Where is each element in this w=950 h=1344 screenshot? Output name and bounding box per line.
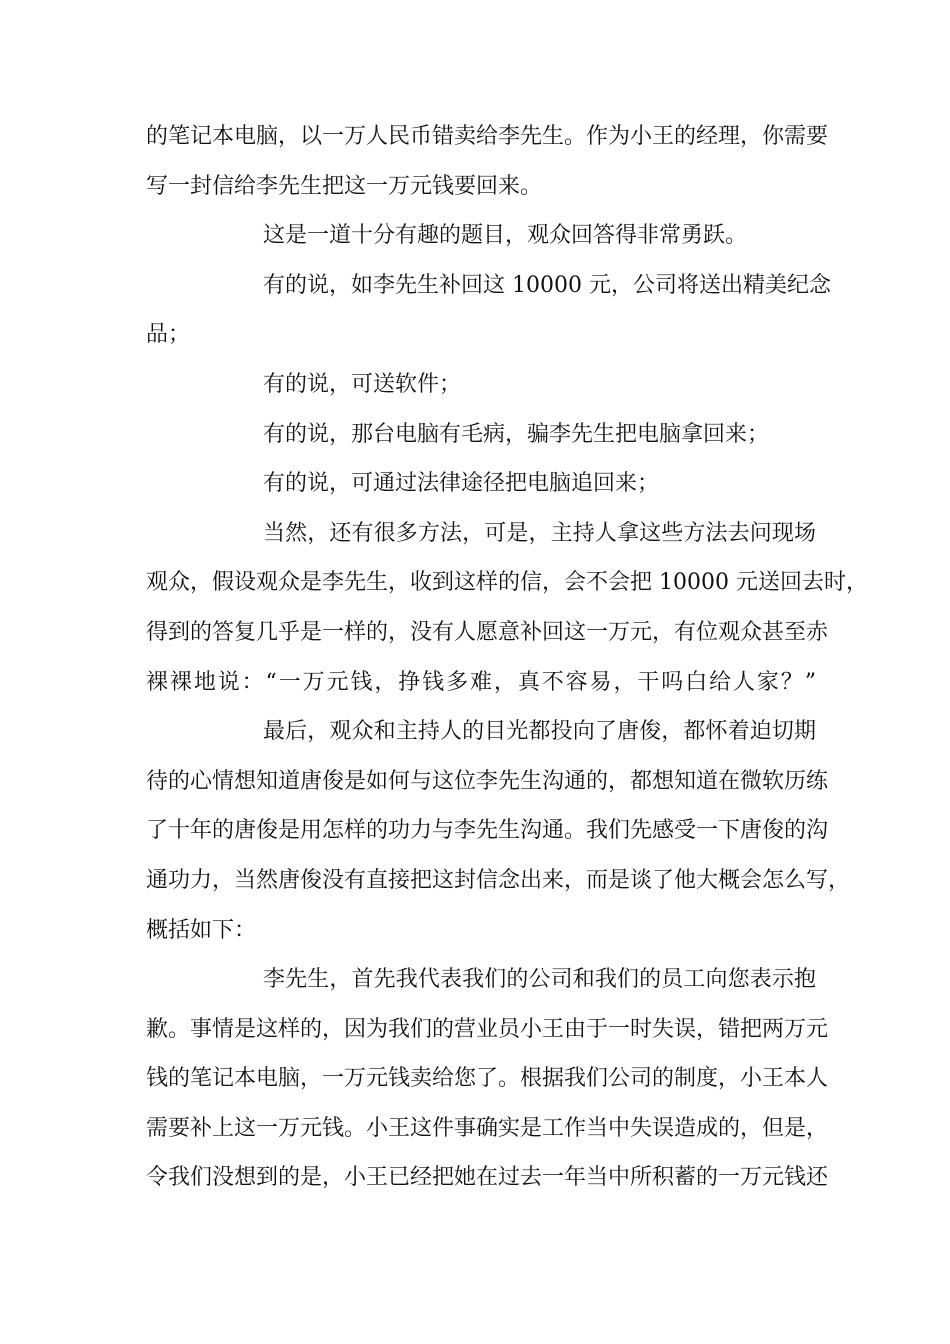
text-line: 最后，观众和主持人的目光都投向了唐俊，都怀着迫切期 bbox=[263, 719, 816, 745]
text-line: 令我们没想到的是，小王已经把她在过去一年当中所积蓄的一万元钱还 bbox=[146, 1165, 829, 1191]
paragraph bbox=[146, 410, 816, 460]
text-line: 有的说，可通过法律途径把电脑追回来； bbox=[263, 471, 660, 497]
text-line: 概括如下： bbox=[146, 917, 257, 943]
text-line: 通功力，当然唐俊没有直接把这封信念出来，而是谈了他大概会怎么写， bbox=[146, 867, 851, 893]
paragraph bbox=[146, 459, 816, 509]
paragraph bbox=[146, 112, 829, 211]
paragraph bbox=[146, 261, 831, 360]
text-line: 观众，假设观众是李先生，收到这样的信，会不会把 10000 元送回去时， bbox=[146, 570, 868, 596]
text-line: 待的心情想知道唐俊是如何与这位李先生沟通的，都想知道在微软历练 bbox=[146, 768, 829, 794]
text-line: 得到的答复几乎是一样的，没有人愿意补回这一万元，有位观众甚至赤 bbox=[146, 619, 829, 645]
document-body bbox=[146, 112, 868, 1203]
text-line: 歉。事情是这样的，因为我们的营业员小王由于一时失误，错把两万元 bbox=[146, 1016, 829, 1042]
text-line: 这是一道十分有趣的题目，观众回答得非常勇跃。 bbox=[263, 223, 748, 249]
paragraph bbox=[146, 360, 816, 410]
paragraph bbox=[146, 955, 829, 1203]
text-line: 了十年的唐俊是用怎样的功力与李先生沟通。我们先感受一下唐俊的沟 bbox=[146, 818, 829, 844]
text-line: 品； bbox=[146, 322, 191, 348]
text-line: 有的说，那台电脑有毛病，骗李先生把电脑拿回来； bbox=[263, 421, 770, 447]
text-line: 写一封信给李先生把这一万元钱要回来。 bbox=[146, 173, 543, 199]
text-line: 当然，还有很多方法，可是，主持人拿这些方法去问现场 bbox=[263, 520, 816, 546]
paragraph bbox=[146, 211, 816, 261]
text-line: 李先生，首先我代表我们的公司和我们的员工向您表示抱 bbox=[263, 967, 816, 993]
text-line: 有的说，可送软件； bbox=[263, 371, 462, 397]
text-line: 裸裸地说：“一万元钱，挣钱多难，真不容易，干吗白给人家？” bbox=[146, 669, 816, 695]
text-line: 的笔记本电脑，以一万人民币错卖给李先生。作为小王的经理，你需要 bbox=[146, 124, 829, 149]
paragraph bbox=[146, 509, 868, 707]
text-line: 钱的笔记本电脑，一万元钱卖给您了。根据我们公司的制度，小王本人 bbox=[146, 1066, 829, 1092]
paragraph bbox=[146, 707, 851, 955]
text-line: 需要补上这一万元钱。小王这件事确实是工作当中失误造成的，但是， bbox=[146, 1115, 829, 1141]
text-line: 有的说，如李先生补回这 10000 元，公司将送出精美纪念 bbox=[263, 272, 831, 298]
